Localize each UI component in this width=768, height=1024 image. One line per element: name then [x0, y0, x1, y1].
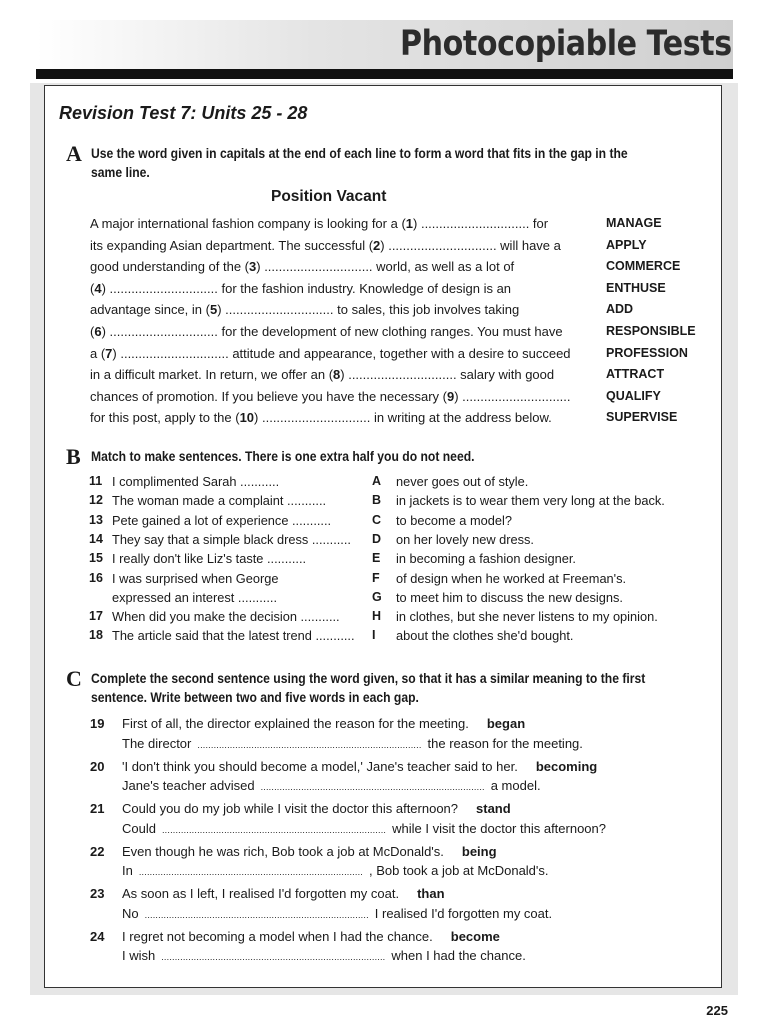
passage-text: (: [90, 324, 95, 339]
key-word: becoming: [535, 758, 598, 774]
test-title: Revision Test 7: Units 25 - 28: [59, 103, 308, 123]
second-sentence: [122, 821, 606, 836]
sentence-start: The woman made a complaint ...........: [112, 493, 327, 509]
first-sentence-text: As soon as I left, I realised I'd forgotten my coat.: [122, 886, 400, 901]
gap-number: 9: [446, 388, 455, 404]
section-c-instruction-line1: Complete the second sentence using the word given, so that it has a similar meaning to the first: [91, 671, 646, 686]
passage-line: [90, 299, 519, 321]
sentence-ending: in becoming a fashion designer.: [396, 551, 576, 567]
second-sentence-start: In: [122, 863, 133, 878]
second-sentence-end: while I visit the doctor this afternoon?: [392, 820, 606, 836]
first-sentence: [122, 759, 597, 774]
item-number: 21: [90, 801, 105, 816]
passage-text: ) .............................. in writing at the address below.: [254, 410, 552, 426]
sentence-start: Pete gained a lot of experience ...........: [112, 512, 332, 528]
item-number: 14: [89, 531, 103, 546]
key-word: stand: [476, 801, 511, 816]
option-letter: H: [372, 609, 382, 624]
item-number: 18: [89, 628, 103, 643]
gap-dots: ...................................................................................: [161, 952, 386, 962]
passage-line: [90, 343, 571, 365]
key-word: began: [486, 716, 526, 731]
item-number: 20: [90, 758, 105, 774]
sentence-start: expressed an interest ...........: [112, 589, 278, 605]
option-letter: C: [372, 512, 382, 527]
passage-text: ) .............................. attitude and appearance, together with a desire to succeed: [112, 345, 571, 361]
passage-text: its expanding Asian department. The successful (: [90, 237, 374, 253]
sentence-start: When did you make the decision ...........: [112, 609, 340, 625]
keyword: PROFESSION: [606, 345, 688, 360]
sentence-ending: never goes out of style.: [396, 474, 529, 489]
gap-number: 1: [405, 216, 414, 231]
page-number: 225: [706, 1003, 728, 1018]
passage-line: [90, 386, 571, 408]
passage-text: good understanding of the (: [90, 259, 250, 275]
gap-dots: ...................................................................................: [161, 824, 387, 835]
option-letter: G: [372, 589, 382, 604]
sentence-start: The article said that the latest trend ...........: [112, 628, 355, 644]
key-word: than: [417, 886, 445, 901]
passage-text: ) ..............................: [454, 388, 571, 404]
option-letter: F: [372, 570, 380, 585]
second-sentence-end: when I had the chance.: [391, 948, 526, 963]
passage-line: [90, 235, 561, 257]
second-sentence-start: Jane's teacher advised: [122, 778, 255, 793]
item-number: 15: [89, 551, 103, 566]
passage-text: chances of promotion. If you believe you have the necessary (: [90, 388, 447, 404]
sentence-ending: on her lovely new dress.: [396, 531, 534, 547]
option-letter: I: [372, 628, 376, 643]
gap-number: 10: [239, 410, 255, 426]
keyword: ADD: [606, 302, 634, 317]
item-number: 12: [89, 493, 103, 508]
sentence-ending: about the clothes she'd bought.: [396, 628, 574, 644]
header-rule: [36, 69, 733, 79]
gap-number: 7: [105, 345, 113, 361]
section-b-instruction: Match to make sentences. There is one extra half you do not need.: [91, 449, 475, 464]
item-number: 24: [90, 928, 105, 944]
item-number: 17: [89, 609, 103, 624]
passage-text: ) .............................. world, as well as a lot of: [256, 259, 515, 275]
passage-line: [90, 364, 554, 386]
passage-text: (: [90, 280, 95, 296]
keyword: RESPONSIBLE: [606, 324, 696, 338]
sentence-start: I complimented Sarah ...........: [112, 474, 280, 489]
first-sentence: [122, 716, 525, 731]
passage-line: [90, 256, 514, 278]
first-sentence: [122, 844, 497, 859]
sentence-start: I was surprised when George: [112, 570, 279, 586]
second-sentence-start: I wish: [122, 948, 156, 963]
second-sentence-end: a model.: [490, 778, 541, 793]
section-c-instruction-line2: sentence. Write between two and five words in each gap.: [91, 690, 419, 705]
section-b-letter: B: [66, 444, 81, 469]
passage-title: Position Vacant: [271, 188, 387, 205]
keyword: SUPERVISE: [606, 410, 678, 425]
passage-text: ) .............................. to sales, this job involves taking: [217, 302, 520, 318]
passage-line: [90, 407, 552, 429]
keyword: ENTHUSE: [606, 280, 666, 295]
section-a-instruction-line2: same line.: [91, 165, 150, 180]
first-sentence-text: I regret not becoming a model when I had the chance.: [122, 928, 433, 944]
gap-number: 4: [94, 280, 102, 296]
keyword: QUALIFY: [606, 388, 661, 403]
second-sentence: [122, 948, 526, 963]
passage-line: [90, 278, 511, 300]
second-sentence-start: Could: [122, 820, 156, 836]
passage-text: ) .............................. salary with good: [340, 367, 555, 383]
item-number: 23: [90, 886, 105, 901]
keyword: COMMERCE: [606, 259, 681, 274]
sentence-ending: in jackets is to wear them very long at the back.: [396, 493, 665, 509]
gap-number: 2: [373, 237, 381, 253]
gap-number: 5: [209, 302, 218, 318]
item-number: 22: [90, 843, 105, 859]
item-number: 13: [89, 512, 103, 527]
sentence-ending: of design when he worked at Freeman's.: [396, 570, 627, 586]
passage-text: A major international fashion company is looking for a (: [90, 216, 406, 231]
sentence-start: I really don't like Liz's taste ...........: [112, 551, 307, 567]
passage-text: ) .............................. for the fashion industry. Knowledge of design is an: [101, 280, 512, 296]
passage-line: [90, 321, 563, 343]
option-letter: D: [372, 531, 382, 546]
sentence-ending: to meet him to discuss the new designs.: [396, 589, 623, 605]
passage-text: a (: [90, 345, 106, 361]
first-sentence: [122, 801, 511, 816]
option-letter: B: [372, 493, 382, 508]
key-word: become: [450, 928, 500, 944]
keyword: ATTRACT: [606, 367, 665, 382]
passage-text: for this post, apply to the (: [90, 410, 240, 426]
item-number: 11: [89, 474, 103, 488]
item-number: 16: [89, 570, 103, 585]
second-sentence-start: The director: [122, 735, 192, 751]
section-a-instruction-line1: Use the word given in capitals at the end of each line to form a word that fits in the gap in the: [91, 146, 628, 161]
gap-number: 3: [249, 259, 257, 275]
keyword: MANAGE: [606, 216, 662, 230]
second-sentence-end: , Bob took a job at McDonald's.: [368, 863, 549, 878]
first-sentence-text: First of all, the director explained the reason for the meeting.: [122, 716, 469, 731]
gap-dots: ...................................................................................: [144, 909, 369, 920]
first-sentence-text: Even though he was rich, Bob took a job at McDonald's.: [122, 843, 444, 859]
sentence-ending: in clothes, but she never listens to my opinion.: [396, 609, 658, 625]
second-sentence: [122, 778, 541, 793]
gap-dots: ...................................................................................: [138, 867, 363, 877]
second-sentence: [122, 906, 552, 921]
option-letter: E: [372, 551, 381, 566]
first-sentence: [122, 929, 500, 944]
first-sentence: [122, 886, 445, 901]
gap-number: 8: [333, 367, 341, 383]
gap-dots: ...................................................................................: [260, 782, 485, 792]
keyword: APPLY: [606, 237, 647, 252]
sentence-start: They say that a simple black dress ...........: [112, 531, 351, 547]
header-title: Photocopiable Tests: [400, 24, 732, 64]
second-sentence: [122, 736, 583, 751]
passage-text: in a difficult market. In return, we offer an (: [90, 367, 334, 383]
key-word: being: [461, 843, 497, 859]
section-a-letter: A: [66, 141, 82, 166]
passage-line: [90, 213, 548, 235]
first-sentence-text: 'I don't think you should become a model,' Jane's teacher said to her.: [122, 758, 518, 774]
option-letter: A: [372, 474, 382, 488]
second-sentence-end: I realised I'd forgotten my coat.: [374, 905, 553, 921]
passage-text: ) .............................. for: [413, 216, 549, 231]
gap-number: 6: [94, 324, 102, 339]
passage-text: ) .............................. will have a: [380, 237, 561, 253]
sentence-ending: to become a model?: [396, 512, 512, 528]
item-number: 19: [90, 716, 105, 731]
second-sentence: [122, 863, 549, 878]
first-sentence-text: Could you do my job while I visit the doctor this afternoon?: [122, 801, 459, 816]
passage-text: ) .............................. for the development of new clothing ranges. You must have: [101, 324, 563, 339]
second-sentence-end: the reason for the meeting.: [427, 735, 583, 751]
passage-text: advantage since, in (: [90, 302, 210, 318]
second-sentence-start: No: [122, 905, 139, 921]
gap-dots: ...................................................................................: [197, 739, 422, 750]
section-c-letter: C: [66, 666, 82, 691]
